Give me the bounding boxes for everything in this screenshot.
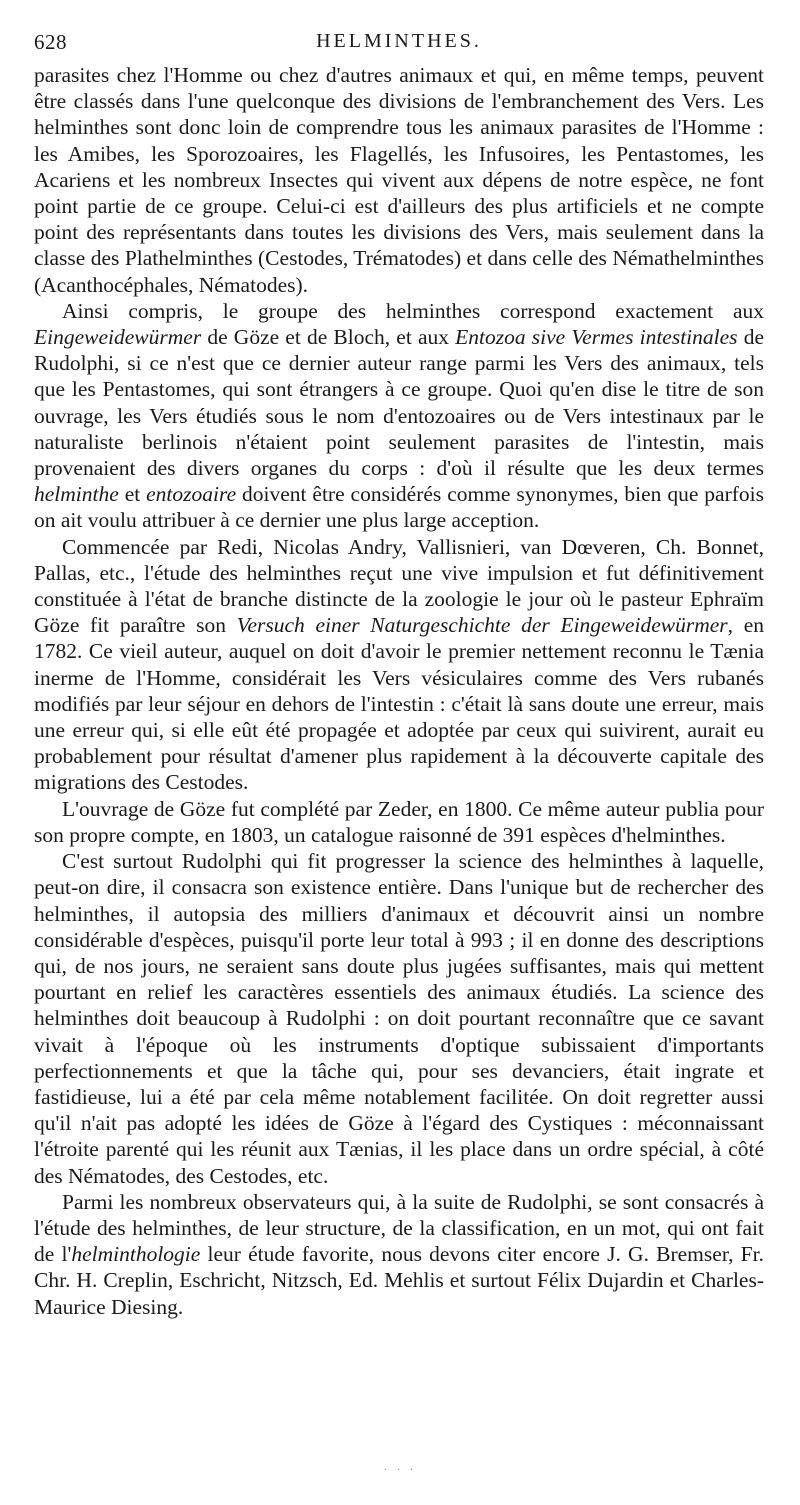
text-segment: parasites chez l'Homme ou chez d'autres animaux et qui, en même temps, peuvent être classés dans l'une quelconque des divisions de l'embranchement des Vers. Les helminthes sont donc loin de comprendre tous les animaux parasites de l'Homme : les Amibes, les Sporozoaires, les Flagellés, les Infusoires, les Pentastomes, les Acariens et les nombreux Insectes qui vivent aux dépens de notre espèce, ne font point partie de ce groupe. Celui-ci est d'ailleurs des plus artificiels et ne compte point des représentants dans toutes les divisions des Vers, mais seulement dans la classe des Plathelminthes (Cestodes, Trématodes) et dans celle des Némathelminthes (Acanthocéphales, Nématodes). (34, 63, 764, 297)
paragraph (34, 1189, 764, 1320)
page-number: 628 (34, 30, 67, 54)
paragraph (34, 848, 764, 1189)
text-segment: de Rudolphi, si ce n'est que ce dernier auteur range parmi les Vers des animaux, tels que les Pentastomes, qui sont étrangers à ce groupe. Quoi qu'en dise le titre de son ouvrage, les Vers étudiés sous le nom d'entozoaires ou de Vers intestinaux par le naturaliste berlinois n'étaient point seulement parasites de l'intestin, mais provenaient des divers organes du corps : d'où il résulte que les deux termes (34, 325, 764, 481)
text-segment: leur étude favorite, nous devons citer encore J. G. Bremser, Fr. Chr. H. Creplin, Eschricht, Nitzsch, Ed. Mehlis et surtout Félix Dujardin et Charles-Maurice Diesing. (34, 1242, 764, 1319)
paragraph (34, 298, 764, 534)
text-segment: C'est surtout Rudolphi qui fit progresser la science des helminthes à laquelle, peut-on dire, il consacra son existence entière. Dans l'unique but de rechercher des helminthes, il autopsia des milliers d'animaux et découvrit ainsi un nombre considérable d'espèces, puisqu'il porte leur total à 993 ; il en donne des descriptions qui, de nos jours, ne seraient sans doute plus jugées suffisantes, mais qui mettent pourtant en relief les caractères essentiels des animaux étudiés. La science des helminthes doit beaucoup à Rudolphi : on doit pourtant reconnaître que ce savant vivait à l'époque où les instruments d'optique subissaient d'importants perfectionnements et que la tâche qui, pour ses devanciers, était ingrate et fastidieuse, lui a été par cela même notablement facilitée. On doit regretter aussi qu'il n'ait pas adopté les idées de Göze à l'égard des Cystiques : méconnaissant l'étroite parenté qui les réunit aux Tænias, il les place dans un ordre spécial, à côté des Nématodes, des Cestodes, etc. (34, 849, 764, 1188)
paragraph (34, 796, 764, 848)
running-head (34, 30, 764, 60)
text-segment: Ainsi compris, le groupe des helminthes correspond exactement aux (62, 298, 764, 323)
running-title: HELMINTHES. (316, 30, 482, 52)
paragraph (34, 62, 764, 298)
italic-text: Entozoa sive Vermes intestinales (455, 325, 738, 350)
italic-text: helminthologie (71, 1242, 201, 1267)
text-segment: , en 1782. Ce vieil auteur, auquel on doit d'avoir le premier nettement reconnu le Tænia inerme de l'Homme, considérait les Vers vésiculaires comme des Vers rubanés modifiés par leur séjour en dehors de l'intestin : c'était là sans doute une erreur, mais une erreur qui, si elle eût été propagée et adoptée par ceux qui suivirent, aurait eu probablement pour résultat d'amener plus rapidement à la découverte capitale des migrations des Cestodes. (34, 613, 764, 795)
text-segment: de Göze et de Bloch, et aux (201, 325, 456, 350)
text-segment: doivent être considérés comme synonymes, bien que parfois on ait voulu attribuer à ce dernier une plus large acception. (34, 482, 764, 533)
text-segment: Parmi les nombreux observateurs qui, à la suite de Rudolphi, se sont consacrés à l'étude des helminthes, de leur structure, de la classification, en un mot, qui ont fait de l' (34, 1189, 764, 1267)
text-segment: L'ouvrage de Göze fut complété par Zeder, en 1800. Ce même auteur publia pour son propre compte, en 1803, un catalogue raisonné de 391 espèces d'helminthes. (34, 796, 764, 847)
paragraph (34, 534, 764, 796)
italic-text: helminthe (34, 482, 119, 507)
body-text (34, 62, 764, 1320)
italic-text: Eingeweidewürmer (34, 325, 202, 350)
italic-text: Versuch einer Naturgeschichte der Eingeweidewürmer (236, 613, 728, 638)
text-segment: Commencée par Redi, Nicolas Andry, Vallisnieri, van Dœveren, Ch. Bonnet, Pallas, etc., l'étude des helminthes reçut une vive impulsion et fut définitivement constituée à l'état de branche distincte de la zoologie le jour où le pasteur Ephraïm Göze fit paraître son (34, 534, 764, 638)
italic-text: entozoaire (146, 482, 237, 507)
text-segment: et (118, 482, 147, 507)
print-mark: · · · (383, 1462, 417, 1476)
